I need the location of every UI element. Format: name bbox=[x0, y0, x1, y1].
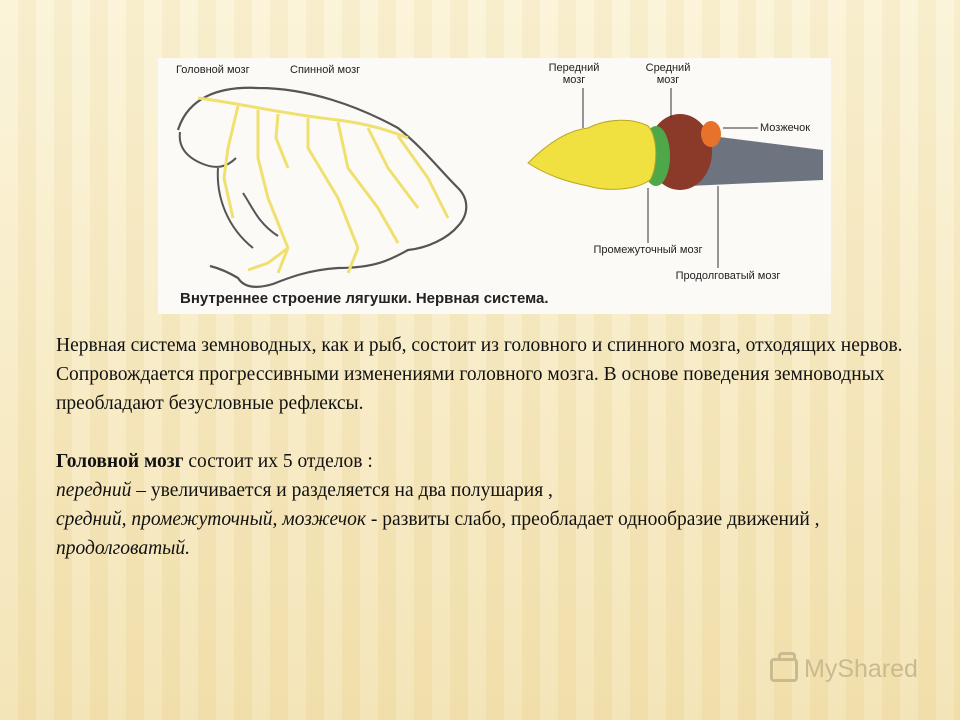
label-medulla: Продолговатый мозг bbox=[675, 270, 781, 282]
item-forebrain-name: передний bbox=[56, 480, 132, 501]
slide-text bbox=[56, 331, 936, 563]
frog-nerves bbox=[198, 98, 448, 273]
figure-caption: Внутреннее строение лягушки. Нервная система. bbox=[180, 290, 549, 307]
label-forebrain: Передний мозг bbox=[548, 62, 600, 86]
frog-front-leg bbox=[218, 168, 278, 248]
item-medulla-name: продолговатый. bbox=[56, 538, 190, 559]
brain-heading: Головной мозг bbox=[56, 451, 184, 472]
label-midbrain: Средний мозг bbox=[645, 62, 691, 86]
list-item-forebrain bbox=[56, 476, 936, 505]
item-mid-parts-names: средний, промежуточный, мозжечок bbox=[56, 509, 367, 530]
briefcase-icon bbox=[770, 658, 798, 682]
cerebellum bbox=[701, 121, 721, 147]
watermark-text: MyShared bbox=[804, 655, 918, 683]
label-spinal-cord: Спинной мозг bbox=[290, 64, 361, 76]
label-cerebellum: Мозжечок bbox=[760, 122, 811, 134]
label-head-brain: Головной мозг bbox=[176, 64, 250, 76]
item-forebrain-desc: – увеличивается и разделяется на два полушария , bbox=[131, 480, 553, 501]
frog-nervous-system-figure bbox=[158, 58, 831, 314]
paragraph-brain-parts bbox=[56, 447, 936, 476]
item-mid-parts-desc: - развиты слабо, преобладает однообразие движений , bbox=[366, 509, 820, 530]
forebrain bbox=[528, 120, 656, 189]
paragraph-nervous-system: Нервная система земноводных, как и рыб, состоит из головного и спинного мозга, отходящих нервов. Сопровождается прогрессивными изменениями головного мозга. В основе поведения земноводных преобладают безусловные рефлексы. bbox=[56, 335, 903, 414]
list-item-medulla bbox=[56, 534, 936, 563]
list-item-mid-parts bbox=[56, 505, 936, 534]
watermark bbox=[770, 655, 918, 684]
label-diencephalon: Промежуточный мозг bbox=[593, 244, 703, 256]
brain-heading-rest: состоит их 5 отделов : bbox=[183, 451, 373, 472]
